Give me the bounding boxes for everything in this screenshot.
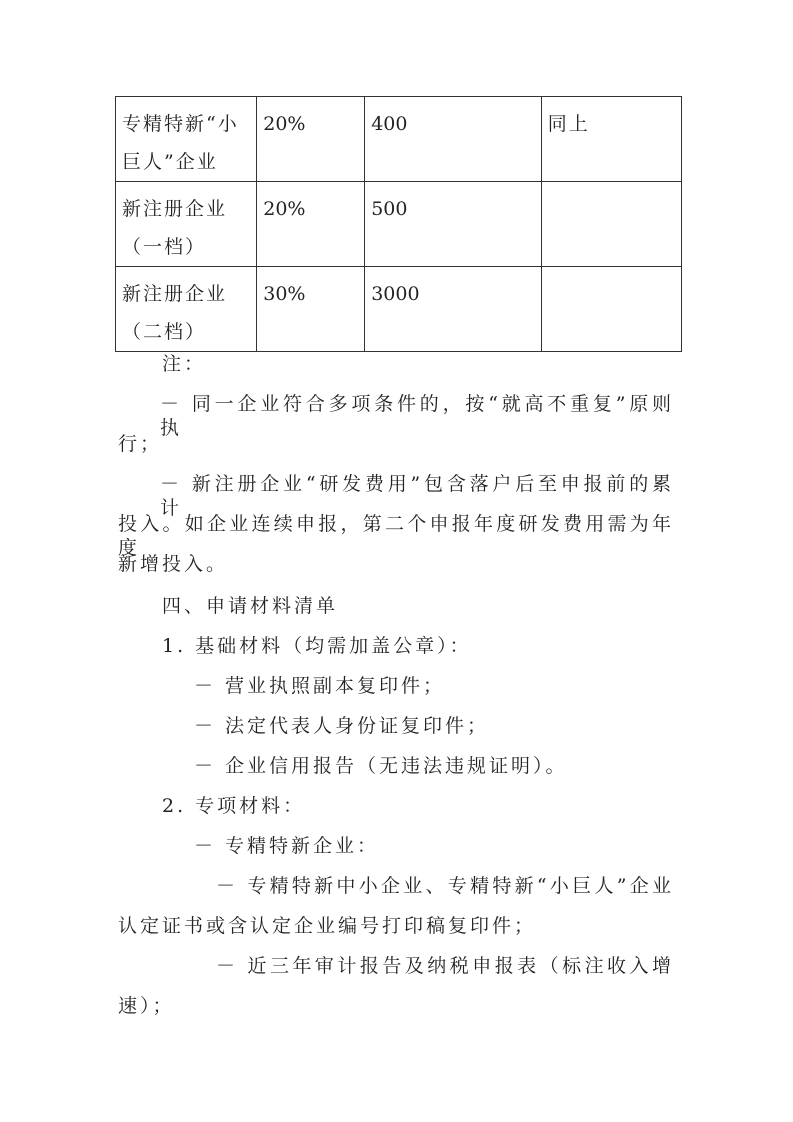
list-item: － 企业信用报告（无违法违规证明）。 <box>194 755 568 777</box>
table-cell-note <box>541 182 681 267</box>
notes-heading: 注： <box>162 353 207 375</box>
table-cell-amount: 500 <box>365 182 542 267</box>
special-item-1-line-1: － 专精特新中小企业、专精特新“小巨人”企业 <box>216 875 674 897</box>
table-cell-category: 专精特新“小巨人”企业 <box>116 97 257 182</box>
special-sub-title: － 专精特新企业： <box>194 835 380 857</box>
table-cell-rate: 20% <box>257 97 365 182</box>
table-cell-amount: 3000 <box>365 267 542 352</box>
table-cell-category: 新注册企业（一档） <box>116 182 257 267</box>
list-item: － 法定代表人身份证复印件； <box>194 715 490 737</box>
special-item-1-line-2: 认定证书或含认定企业编号打印稿复印件； <box>118 915 537 937</box>
note-item-2-line-1: － 新注册企业“研发费用”包含落户后至申报前的累计 <box>160 473 674 519</box>
table-cell-rate: 20% <box>257 182 365 267</box>
table-row <box>116 182 682 267</box>
table-row <box>116 97 682 182</box>
note-item-2-line-2: 投入。如企业连续申报，第二个申报年度研发费用需为年度 <box>118 513 674 559</box>
subsidy-table <box>115 96 682 352</box>
section-heading: 四、申请材料清单 <box>162 595 339 617</box>
note-item-1-line-1: － 同一企业符合多项条件的，按“就高不重复”原则执 <box>160 393 674 439</box>
special-materials-title: 2. 专项材料： <box>162 795 306 817</box>
table-cell-note: 同上 <box>541 97 681 182</box>
list-item: － 营业执照副本复印件； <box>194 675 446 697</box>
table-cell-category: 新注册企业（二档） <box>116 267 257 352</box>
note-item-1-line-2: 行； <box>118 433 163 455</box>
special-item-2-line-2: 速）； <box>118 995 175 1017</box>
special-item-2-line-1: － 近三年审计报告及纳税申报表（标注收入增 <box>216 955 674 977</box>
table-cell-note <box>541 267 681 352</box>
table-row <box>116 267 682 352</box>
note-item-2-line-3: 新增投入。 <box>118 553 229 575</box>
basic-materials-title: 1. 基础材料（均需加盖公章）： <box>162 635 472 657</box>
table-cell-amount: 400 <box>365 97 542 182</box>
table-cell-rate: 30% <box>257 267 365 352</box>
